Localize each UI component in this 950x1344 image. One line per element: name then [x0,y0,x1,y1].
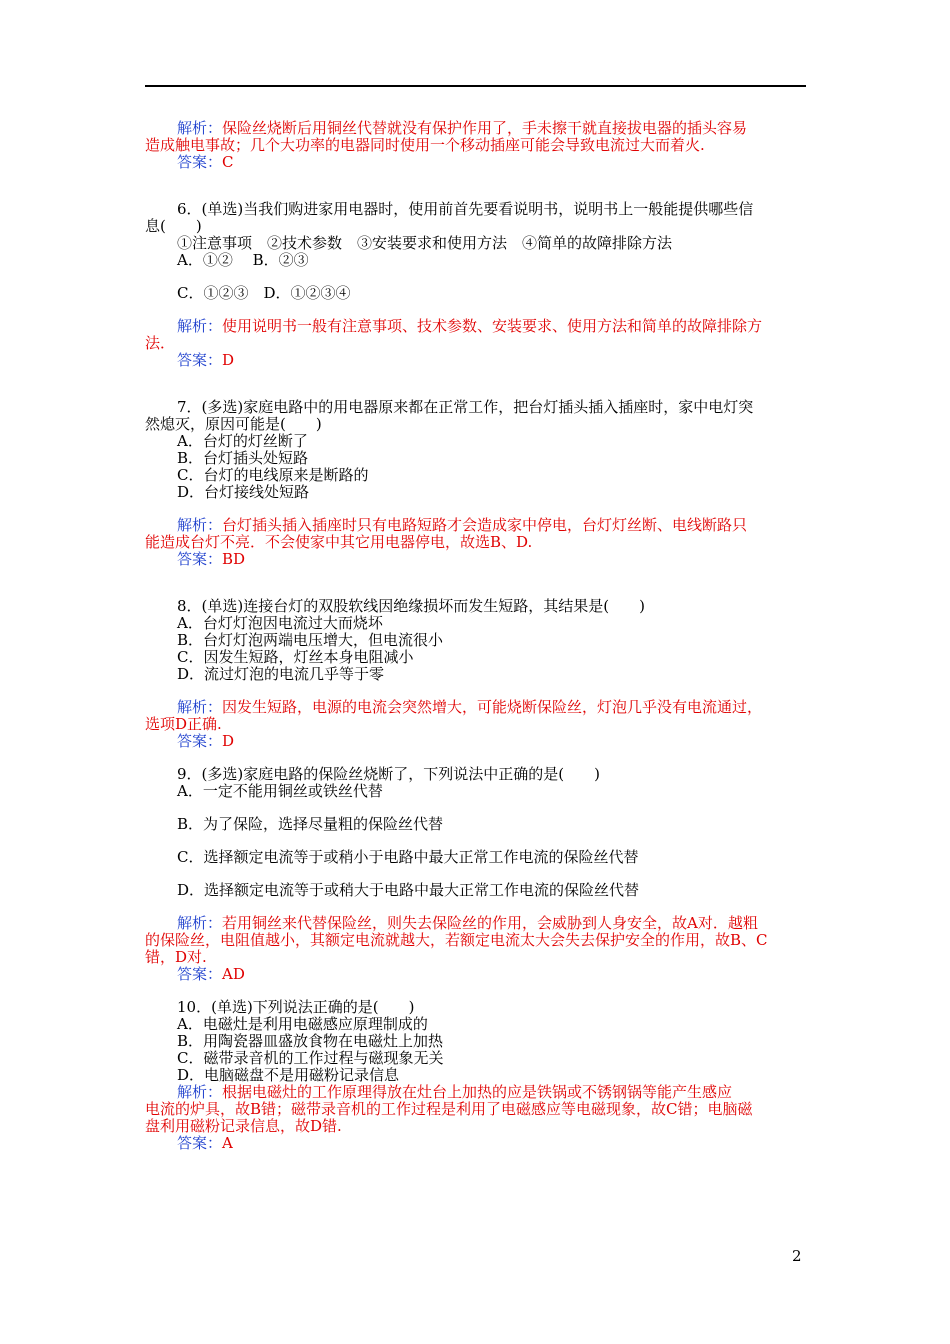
q7-option-b: B．台灯插头处短路 [177,449,309,467]
q8-option-c: C．因发生短路，灯丝本身电阻减小 [177,648,414,666]
answer-label: 答案： [177,1134,223,1152]
document-body [145,120,806,1152]
q10-answer [145,1135,806,1152]
q9-option-c: C．选择额定电流等于或稍小于电路中最大正常工作电流的保险丝代替 [177,848,639,866]
q6-options-cd: C．①②③ D．①②③④ [177,284,351,302]
q6-analysis-line2: 法． [145,334,176,352]
answer-value: BD [222,550,246,568]
q8-option-d: D．流过灯泡的电流几乎等于零 [177,665,385,683]
answer-label: 答案： [177,965,223,983]
q10-analysis-line3: 盘利用磁粉记录信息，故D错. [145,1117,342,1135]
q8-analysis-line1 [145,699,806,716]
answer-value: D [222,351,235,369]
q6-stem-line1: 6．(单选)当我们购进家用电器时，使用前首先要看说明书，说明书上一般能提供哪些信 [177,200,754,218]
analysis-label: 解析： [177,317,223,335]
q6-items: ①注意事项 ②技术参数 ③安装要求和使用方法 ④简单的故障排除方法 [177,234,673,252]
answer-label: 答案： [177,732,223,750]
q7-option-c: C．台灯的电线原来是断路的 [177,466,369,484]
q7-stem-line1: 7．(多选)家庭电路中的用电器原来都在正常工作，把台灯插头插入插座时，家中电灯突 [177,398,754,416]
q9-option-d: D．选择额定电流等于或稍大于电路中最大正常工作电流的保险丝代替 [177,881,640,899]
q8-stem-line1: 8．(单选)连接台灯的双股软线因绝缘损坏而发生短路，其结果是( ) [177,597,645,615]
answer-value: A [222,1134,233,1152]
analysis-text: 台灯插头插入插座时只有电路短路才会造成家中停电，台灯灯丝断、电线断路只 [222,516,748,534]
q10-analysis-line2: 电流的炉具，故B错；磁带录音机的工作过程是利用了电磁感应等电磁现象，故C错；电脑磁 [145,1100,753,1118]
analysis-text: 使用说明书一般有注意事项、技术参数、安装要求、使用方法和简单的故障排除方 [222,317,763,335]
q8-analysis-line2: 选项D正确. [145,715,222,733]
analysis-label: 解析： [177,698,223,716]
q7-option-a: A．台灯的灯丝断了 [177,432,308,450]
analysis-text: 因发生短路，电源的电流会突然增大，可能烧断保险丝，灯泡几乎没有电流通过， [222,698,763,716]
q9-option-a: A．一定不能用铜丝或铁丝代替 [177,782,383,800]
q7-analysis-line1 [145,517,806,534]
q10-option-b: B．用陶瓷器皿盛放食物在电磁灶上加热 [177,1032,444,1050]
q6-stem-line2: 息( ) [145,217,202,235]
q10-stem-line1: 10．(单选)下列说法正确的是( ) [177,998,415,1016]
q9-analysis-line3: 错，D对. [145,948,207,966]
q7-option-d: D．台灯接线处短路 [177,483,310,501]
answer-label: 答案： [177,351,223,369]
analysis-text: 若用铜丝来代替保险丝，则失去保险丝的作用，会威胁到人身安全，故A对．越粗 [222,914,758,932]
q5-analysis-line2: 造成触电事故；几个大功率的电器同时使用一个移动插座可能会导致电流过大而着火. [145,136,705,154]
q7-answer [145,551,806,568]
q8-option-b: B．台灯灯泡两端电压增大，但电流很小 [177,631,444,649]
analysis-label: 解析： [177,119,223,137]
q5-analysis-line1 [145,120,806,137]
q9-option-b: B．为了保险，选择尽量粗的保险丝代替 [177,815,444,833]
header-rule [145,85,806,87]
q6-analysis-line1 [145,318,806,335]
answer-value: D [222,732,235,750]
q10-option-c: C．磁带录音机的工作过程与磁现象无关 [177,1049,444,1067]
q10-option-d: D．电脑磁盘不是用磁粉记录信息 [177,1066,400,1084]
analysis-label: 解析： [177,516,223,534]
q6-answer [145,352,806,369]
q10-analysis-line1 [145,1084,806,1101]
answer-value: AD [222,965,245,983]
answer-label: 答案： [177,153,223,171]
q8-option-a: A．台灯灯泡因电流过大而烧坏 [177,614,383,632]
q6-options-ab: A．①② B．②③ [177,251,309,269]
q9-stem-line1: 9．(多选)家庭电路的保险丝烧断了，下列说法中正确的是( ) [177,765,600,783]
analysis-label: 解析： [177,1083,223,1101]
page-number: 2 [792,1247,802,1265]
analysis-label: 解析： [177,914,223,932]
q9-answer [145,966,806,983]
q9-analysis-line1 [145,915,806,932]
answer-value: C [222,153,234,171]
answer-label: 答案： [177,550,223,568]
q9-analysis-line2: 的保险丝，电阻值越小，其额定电流就越大，若额定电流太大会失去保护安全的作用，故B、C [145,931,768,949]
q5-answer [145,154,806,171]
q10-option-a: A．电磁灶是利用电磁感应原理制成的 [177,1015,428,1033]
analysis-text: 根据电磁灶的工作原理得放在灶台上加热的应是铁锅或不锈钢锅等能产生感应 [222,1083,733,1101]
q7-analysis-line2: 能造成台灯不亮．不会使家中其它用电器停电，故选B、D. [145,533,533,551]
analysis-text: 保险丝烧断后用铜丝代替就没有保护作用了，手未擦干就直接拔电器的插头容易 [222,119,748,137]
q7-stem-line2: 然熄灭，原因可能是( ) [145,415,322,433]
q8-answer [145,733,806,750]
